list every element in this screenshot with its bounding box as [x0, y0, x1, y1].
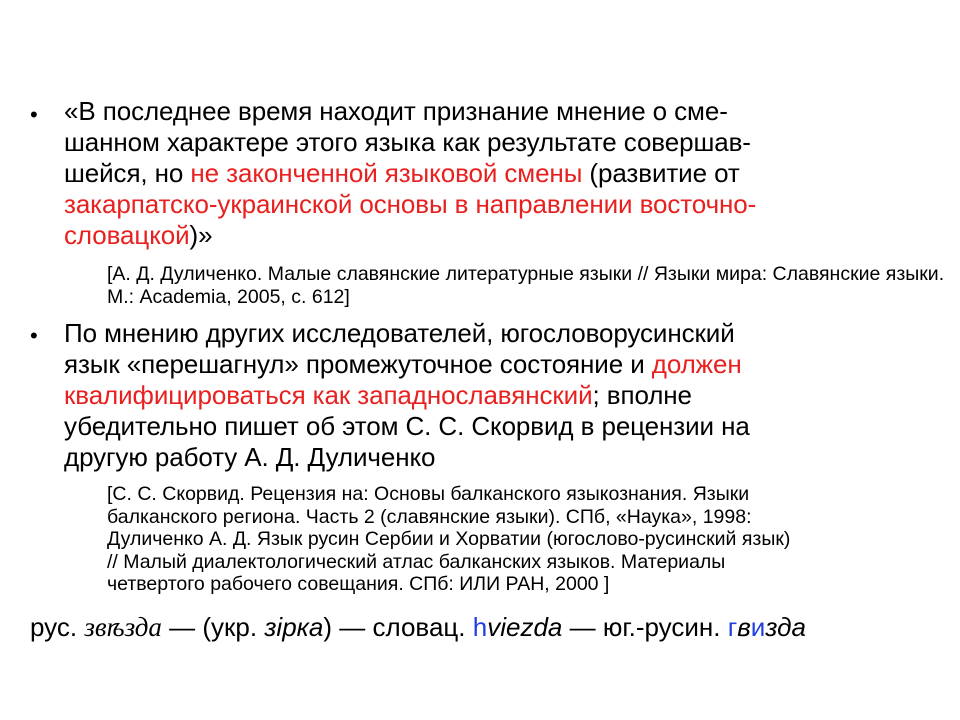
text-line [64, 411, 934, 442]
highlight-red: словацкой [64, 220, 190, 250]
text-run: ) — словац. [323, 612, 473, 642]
reference-line: Дуличенко А. Д. Язык русин Сербии и Хорватии (югослово-русинский язык) [107, 528, 791, 550]
text-line [64, 318, 934, 349]
text-run: — юг.-русин. [562, 612, 728, 642]
bullet-2: • [30, 323, 38, 348]
text-line [64, 158, 934, 189]
text-line [64, 349, 934, 380]
text-run: язык «перешагнул» промежуточное состояние и [64, 349, 652, 379]
bullet-1: • [30, 102, 38, 127]
text-run: шейся, но [64, 158, 191, 188]
old-russian-word: звѣзда [84, 612, 162, 642]
italic-word: viezda [487, 612, 563, 642]
text-run: — (укр. [161, 612, 265, 642]
text-run: рус. [30, 612, 85, 642]
text-run: убедительно пишет об этом С. С. Скорвид в рецензии на [64, 411, 750, 441]
text-run: «В последнее время находит признание мнение о сме- [64, 96, 728, 126]
text-line [64, 96, 934, 127]
text-run: )» [189, 220, 213, 250]
text-line [64, 442, 934, 473]
italic-word: зда [765, 612, 806, 642]
highlight-red: не законченной языковой смены [190, 158, 583, 188]
highlight-blue: г [727, 612, 738, 642]
text-run: По мнению других исследователей, югословорусинский [64, 318, 735, 348]
highlight-red: должен [651, 349, 742, 379]
reference-line: // Малый диалектологический атлас балканских языков. Материалы [107, 550, 726, 573]
word-comparison-line [30, 611, 940, 643]
text-line [64, 189, 934, 220]
highlight-blue: h [472, 612, 488, 642]
text-run: ; вполне [592, 380, 692, 410]
italic-word: в [737, 612, 751, 642]
text-line [64, 127, 934, 158]
text-line [64, 380, 934, 411]
quote-paragraph [64, 96, 934, 251]
opinion-paragraph [64, 318, 934, 473]
highlight-red: квалифицироваться как западнославянский [64, 380, 593, 410]
text-run: шанном характере этого языка как результате совершав- [64, 127, 751, 157]
text-line [64, 220, 934, 251]
reference-dulichenko: [А. Д. Дуличенко. Малые славянские литературные языки // Языки мира: Славянские языки. М.: Academia, 2005, с. 612] [107, 263, 945, 308]
highlight-blue: и [750, 612, 766, 642]
reference-line: [С. С. Скорвид. Рецензия на: Основы балканского языкознания. Языки [107, 483, 750, 505]
italic-word: зірка [264, 612, 324, 642]
highlight-red: закарпатско-украинской основы в направлении восточно- [64, 189, 757, 219]
text-run: другую работу А. Д. Дуличенко [64, 442, 436, 472]
reference-skorvid [107, 483, 952, 596]
reference-line: балканского региона. Часть 2 (славянские языки). СПб, «Наука», 1998: [107, 505, 752, 528]
text-run: (развитие от [582, 158, 740, 188]
reference-line: четвертого рабочего совещания. СПб: ИЛИ РАН, 2000 ] [107, 573, 610, 595]
